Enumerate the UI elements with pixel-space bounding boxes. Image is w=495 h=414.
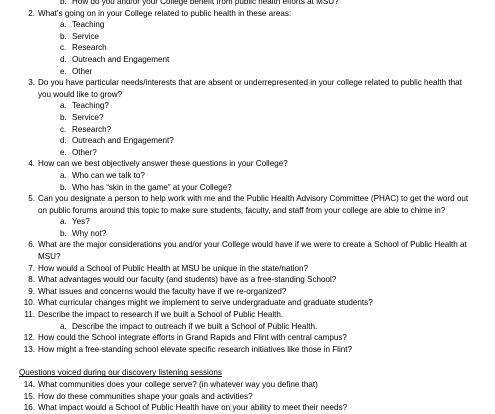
sub-question-item [0,321,495,333]
list-marker: d. [60,54,67,64]
question-text: Outreach and Engagement [72,54,170,64]
sub-question-item [0,54,495,66]
sub-question-item [0,0,495,8]
question-item [0,193,495,216]
question-item [0,239,495,262]
list-marker: b. [60,228,67,238]
list-marker: a. [60,321,67,331]
question-item [0,379,495,391]
question-text: What communities does your college serve? (in whatever way you define that) [38,380,318,389]
question-text: How do you and/or your College benefit from public health efforts at MSU? [72,0,339,6]
list-marker: b. [60,112,67,122]
question-text: Who has “skin in the game” at your College? [72,182,232,192]
question-text: Research? [72,124,112,134]
question-text: Why not? [72,228,107,238]
section-heading: Questions voiced during our discovery listening sessions [19,368,222,378]
question-item [0,332,495,344]
question-item [0,297,495,309]
list-marker: 12. [23,333,35,343]
question-text: Other [72,66,93,76]
question-text: What issues and concerns would the faculty have if we re-organized? [38,286,287,296]
list-marker: e. [60,66,67,76]
question-text: Can you designate a person to help work with me and the Public Health Advisory Committee (PHAC) to get the word out on public forums around this topic to make sure students, faculty, and staff from your college are able to chime in? [38,194,469,215]
question-text: What curricular changes might we implement to serve undergraduate and graduate students? [38,298,373,308]
question-text: Outreach and Engagement? [72,136,174,146]
question-text: Research [72,43,107,53]
question-text: Service? [72,112,104,122]
question-item [0,286,495,298]
sub-question-item [0,228,495,240]
sub-question-item [0,42,495,54]
question-text: What’s going on in your College related to public health in these areas: [38,8,292,18]
question-text: What advantages would our faculty (and students) have as a free-standing School? [38,275,337,285]
question-text: How do these communities shape your goals and activities? [38,391,253,401]
sub-question-item [0,19,495,31]
list-marker: 10. [23,298,35,308]
listening-session-question-list [0,379,495,414]
list-marker: b. [60,31,67,41]
list-marker: e. [60,147,67,157]
sub-question-item [0,100,495,112]
sub-question-item [0,66,495,78]
question-text: Service [72,31,99,41]
sub-question-item [0,135,495,147]
question-item [0,309,495,321]
question-text: What are the major considerations you and/or your College would have if we were to create a School of Public Health at MSU? [38,240,467,262]
question-text: Describe the impact to outreach if we built a School of Public Health. [72,321,318,331]
list-marker: c. [60,43,67,53]
sub-question-item [0,170,495,182]
list-marker: d. [60,136,67,146]
list-marker: b. [60,0,67,6]
list-marker: 4. [28,159,35,169]
list-marker: 7. [28,263,35,273]
question-item [0,402,495,414]
list-marker: 3. [28,78,35,88]
sub-question-item [0,182,495,194]
list-marker: 2. [28,8,35,18]
question-text: Describe the impact to research if we built a School of Public Health. [38,310,284,320]
question-text: How can we best objectively answer these questions in your College? [38,159,288,169]
list-marker: c. [60,124,67,134]
sub-question-item [0,124,495,136]
sub-question-item [0,147,495,159]
question-text: Teaching [72,20,105,30]
question-text: Other? [72,147,97,157]
list-marker: a. [60,20,67,30]
question-text: How might a free-standing school elevate specific research initiatives like those in Flint? [38,344,353,354]
question-item [0,391,495,403]
list-marker: 8. [28,275,35,285]
question-item [0,344,495,356]
list-marker: 15. [23,391,35,401]
list-marker: 11. [24,310,35,320]
question-item [0,77,495,100]
question-text: How would a School of Public Health at MSU be unique in the state/nation? [38,263,308,273]
question-text: Teaching? [72,101,109,111]
question-item [0,274,495,286]
list-marker: 9. [28,286,35,296]
question-text: How could the School integrate efforts in Grand Rapids and Flint with central campus? [38,333,347,343]
sub-question-item [0,112,495,124]
list-marker: 13. [23,344,35,354]
question-text: Yes? [72,217,90,227]
list-marker: b. [60,182,67,192]
list-marker: a. [60,101,67,111]
question-text: What impact would a School of Public Health have on your ability to meet their needs? [38,403,348,413]
spacer [0,355,495,367]
list-marker: a. [60,217,67,227]
sub-question-item [0,31,495,43]
list-marker: 14. [23,380,35,389]
list-marker: 6. [28,240,35,250]
list-marker: 5. [28,194,35,204]
question-item [0,263,495,275]
question-text: Do you have particular needs/interests that are absent or underrepresented in your college related to public health that you would like to grow? [38,78,462,99]
question-item [0,8,495,20]
list-marker: 16. [23,403,35,413]
sub-question-item [0,216,495,228]
list-marker: a. [60,170,67,180]
question-text: Who can we talk to? [72,170,145,180]
question-item [0,158,495,170]
